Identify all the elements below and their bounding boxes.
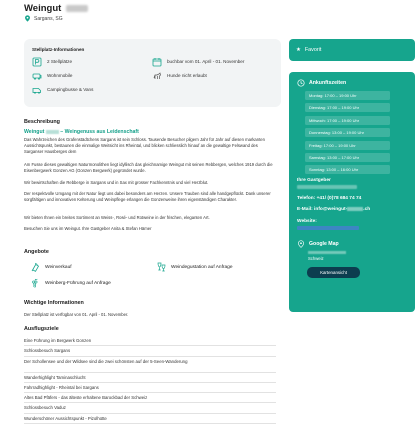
email-suffix: .ch xyxy=(363,207,371,213)
info-item-label: Hunde nicht erlaubt xyxy=(167,73,207,78)
van-icon xyxy=(32,85,42,95)
hours-row: Samstag: 13:00 – 17:00 Uhr xyxy=(305,153,390,162)
email-link[interactable] xyxy=(297,207,407,212)
list-item: Schlossbesuch Vaduz xyxy=(24,403,276,413)
offers-title: Angebote xyxy=(24,249,49,255)
email-blurred xyxy=(347,207,363,211)
list-item: Schlossbesuch Sargans xyxy=(24,346,276,356)
host-label: Ihre Gastgeber xyxy=(297,178,331,184)
blurred-name xyxy=(66,5,88,12)
offer-label: Weindegustation auf Anfrage xyxy=(171,264,233,270)
phone-number[interactable]: Telefon: +41/ (0)78 684 74 74 xyxy=(297,196,362,202)
page-title-text: Weingut xyxy=(24,3,62,14)
list-item: Wanderhighlight Taminaschlucht xyxy=(24,373,276,383)
info-item-label: Campingbusse & Vans xyxy=(47,87,94,92)
info-item-label: 2 Stellplätze xyxy=(47,59,73,64)
list-item: Altes Bad Pfäfers - das älteste erhaltene Barockbad der Schweiz xyxy=(24,393,276,403)
important-title: Wichtige Informationen xyxy=(24,300,84,306)
email-prefix: E-Mail: info@weingut- xyxy=(297,207,348,213)
location-text: Sargans, SG xyxy=(34,15,63,22)
website-label: Website: xyxy=(297,219,317,225)
list-item: Der Schollensee und der Wildsee sind die zwei schönsten auf der 5-Seen-Wanderung xyxy=(24,357,276,373)
info-item-label: buchbar vom 01. April - 01. November xyxy=(167,59,245,64)
hours-title: Ankunftszeiten xyxy=(309,80,347,86)
hours-heading xyxy=(297,79,407,87)
clock-icon xyxy=(297,79,305,87)
location-pin-icon xyxy=(24,15,31,22)
offer-vineyard-tour xyxy=(30,278,111,288)
map-section xyxy=(297,240,407,278)
host-name-blurred xyxy=(297,185,357,189)
favorite-label: Favorit xyxy=(304,47,322,53)
hours-list xyxy=(305,91,407,174)
map-view-button[interactable]: Kartenansicht xyxy=(307,267,360,278)
subtitle-suffix: – Weingenuss aus Leidenschaft xyxy=(60,129,139,135)
list-item: Wunderschöner Aussichtspunkt - Pizolhütte xyxy=(24,414,276,424)
wine-bottle-icon xyxy=(30,262,40,272)
parking-icon xyxy=(32,57,42,67)
hours-row: Donnerstag: 13:00 – 19:00 Uhr xyxy=(305,128,390,137)
contact-panel xyxy=(289,72,415,312)
description-paragraph-4: Der respektvolle Umgang mit der Natur liegt uns dabei besonders am Herzen. Unsere Trauben sind alle handgepflückt. Dank unserer sorgfältigen und innovativen Kelterung und Weinpflege erlangen die Gonzenweine ihren eigenständigen Charakter. xyxy=(24,191,271,203)
dog-icon xyxy=(152,71,162,81)
info-item-parking xyxy=(32,56,152,67)
map-pin-icon xyxy=(297,240,305,248)
map-city: Schweiz xyxy=(308,256,324,262)
info-item-calendar xyxy=(152,56,282,67)
map-heading xyxy=(297,240,407,248)
page-title xyxy=(24,3,88,14)
grapes-icon xyxy=(30,278,40,288)
offer-wine-sale xyxy=(30,262,72,272)
hours-row: Freitag: 17:00 – 19:00 Uhr xyxy=(305,141,390,150)
important-text: Der Stellplatz ist verfügbar von 01. April - 01. November. xyxy=(24,312,129,317)
hours-row: Mittwoch: 17:00 – 19:00 Uhr xyxy=(305,116,390,125)
description-paragraph-3: Wir bewirtschaften die Rebberge in Sargans und in Sax mit grosser Fachkenntnis und viel Herzblut. xyxy=(24,180,209,185)
offer-label: Weinberg-Führung auf Anfrage xyxy=(45,280,111,286)
star-icon: ★ xyxy=(296,47,301,53)
website-link[interactable] xyxy=(297,226,359,230)
wine-glass-icon xyxy=(156,262,166,272)
info-item-dogs xyxy=(152,70,282,81)
subtitle-prefix: Weingut xyxy=(24,129,45,135)
blurred-subtitle-name xyxy=(46,130,59,134)
hours-row: Dienstag: 17:00 – 19:00 Uhr xyxy=(305,103,390,112)
trips-title: Ausflugsziele xyxy=(24,326,59,332)
offer-wine-tasting xyxy=(156,262,233,272)
address-blurred xyxy=(308,251,346,255)
calendar-icon xyxy=(152,57,162,67)
map-label: Google Map xyxy=(309,241,339,248)
offer-label: Weinverkauf xyxy=(45,264,72,270)
info-item-label: Wohnmobile xyxy=(47,73,73,78)
trips-list xyxy=(24,336,276,424)
map-address xyxy=(308,250,407,262)
info-box-title: Stellplatz-Informationen xyxy=(32,47,85,52)
hours-row: Montag: 17:00 – 19:00 Uhr xyxy=(305,91,390,100)
location-line xyxy=(24,15,63,22)
description-paragraph-5: Wir bieten Ihnen ein breites Sortiment an Weiss-, Rosé- und Rotweine in der frischen, eleganten Art. xyxy=(24,215,210,220)
list-item: Fahrradhighlight - Rheintal bei Sargans xyxy=(24,383,276,393)
info-item-camper xyxy=(32,70,152,81)
info-box xyxy=(24,39,281,107)
description-paragraph-2: Am Fusse dieses gewaltigen Naturmonolithen liegt idyllisch das gleichnamige Weingut mit seinen Rebbergen, welches 1919 durch die Eisenbergwerk Gonzen AG (Gonzen Bergwerk) gegründet wurde. xyxy=(24,162,273,174)
info-item-van xyxy=(32,84,152,95)
favorite-button[interactable] xyxy=(289,39,415,61)
description-title: Beschreibung xyxy=(24,119,60,125)
list-item: Eine Führung im Bergwerk Gonzen xyxy=(24,336,276,346)
camper-icon xyxy=(32,71,42,81)
description-paragraph-1: Das Wahrzeichen des Grafenstädtchens Sargans ist sein Schloss. Tausende Besucher pilgern Jahr für Jahr auf diesen markanten Aussichtspunkt, bestaunen die einmalige Weitsicht ins Rheintal, und blicken schliesslich hinauf an die gewaltige Felswand des Sarganser Hausberges dem xyxy=(24,137,265,155)
description-paragraph-6: Besuchen Sie uns im Weingut. Ihre Gastgeber Anita & Stefan Hämer xyxy=(24,226,152,231)
description-subtitle xyxy=(24,129,139,135)
hours-row: Sonntag: 13:00 – 16:00 Uhr xyxy=(305,165,390,174)
